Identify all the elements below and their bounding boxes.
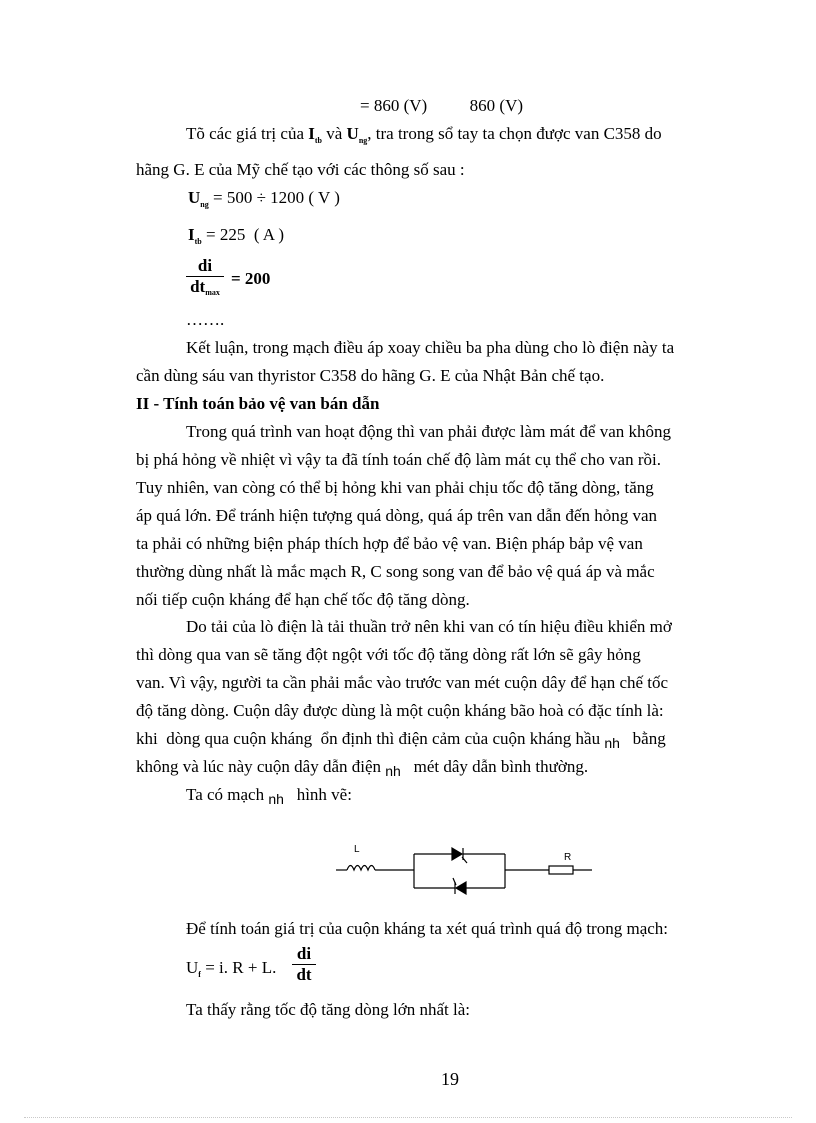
paragraph-line: áp quá lớn. Để tránh hiện tượng quá dòng, quá áp trên van dẫn đến hỏng van [136, 506, 657, 525]
text: không và lúc này cuộn dây dẫn điện [136, 757, 386, 776]
paragraph-line: van. Vì vậy, người ta cần phải mắc vào trước van mét cuộn dây để hạn chế tốc [136, 673, 669, 692]
conclusion-line: Kết luận, trong mạch điều áp xoay chiều ba pha dùng cho lò điện này ta [186, 338, 675, 357]
value: = 225 ( A ) [201, 225, 285, 244]
text: Tõ các giá trị của [186, 124, 309, 143]
paragraph-line: thì dòng qua van sẽ tăng đột ngột với tốc độ tăng dòng rất lớn sẽ gây hỏng [136, 645, 641, 664]
text: và [322, 124, 347, 143]
section-heading: II - Tính toán bảo vệ van bán dẫn [136, 394, 380, 413]
label-r: R [564, 852, 572, 863]
value: = 500 ÷ 1200 ( V ) [208, 188, 340, 207]
symbol-u: U [186, 958, 199, 977]
page-number: 19 [441, 1069, 459, 1089]
paragraph-line: Trong quá trình van hoạt động thì van phải được làm mát để van không [186, 422, 671, 441]
thyristor-reverse [456, 882, 466, 894]
text: Ta có mạch [186, 785, 269, 804]
symbol-sub: ng [358, 136, 368, 145]
circuit-intro [186, 784, 352, 806]
paragraph-line: Ta thấy rằng tốc độ tăng dòng lớn nhất là: [186, 1000, 470, 1019]
symbol-sub: tb [314, 136, 322, 145]
paragraph-line [136, 756, 588, 778]
paragraph-line: Để tính toán giá trị của cuộn kháng ta xét quá trình quá độ trong mạch: [186, 919, 669, 938]
resistor [549, 866, 573, 874]
text: khi dòng qua cuộn kháng ổn định thì điện cảm của cuộn kháng hầu [136, 729, 605, 748]
paragraph-line: ta phải có những biện pháp thích hợp để bảo vệ van. Biện pháp bảp vệ van [136, 534, 643, 553]
text: mét dây dẫn bình thường. [400, 757, 589, 776]
circuit-diagram [0, 838, 816, 908]
symbol-sub: f [198, 970, 201, 979]
denominator [186, 276, 224, 303]
paragraph-line [186, 123, 662, 152]
ellipsis: ……. [186, 310, 225, 329]
denominator: dt [292, 964, 316, 985]
symbol-u: U [188, 188, 201, 207]
formula-text: = 860 (V) 860 (V) [360, 96, 524, 115]
equation-lhs [186, 957, 276, 986]
paragraph-line: thường dùng nhất là mắc mạch R, C song song van để bảo vệ quá áp và mắc [136, 562, 655, 581]
numerator: di [296, 944, 312, 963]
spec-current [188, 224, 284, 253]
text: , tra trong sổ tay ta chọn được van C358 do [367, 124, 662, 143]
equation-fraction [292, 944, 316, 985]
text: hình vẽ: [283, 785, 352, 804]
symbol-i: I [308, 124, 315, 143]
rate-value: = 200 [231, 269, 271, 288]
paragraph-line: nối tiếp cuộn kháng để hạn chế tốc độ tăng dòng. [136, 590, 470, 609]
label-l: L [354, 844, 360, 855]
inductor [347, 866, 375, 871]
nh-artifact: nh [385, 763, 401, 779]
symbol-i: I [188, 225, 195, 244]
paragraph-line: hãng G. E của Mỹ chế tạo với các thông số sau : [136, 160, 465, 179]
thyristor-forward [452, 848, 462, 860]
paragraph-line: độ tăng dòng. Cuộn dây được dùng là một cuộn kháng bão hoà có đặc tính là: [136, 701, 664, 720]
dt-text: dt [190, 277, 206, 296]
di-dt-fraction [186, 256, 224, 303]
text: bằng [619, 729, 666, 748]
conclusion-line: cần dùng sáu van thyristor C358 do hãng G. E của Nhật Bản chế tạo. [136, 366, 605, 385]
paragraph-line: Tuy nhiên, van còng có thể bị hỏng khi van phải chịu tốc độ tăng dòng, tăng [136, 478, 654, 497]
formula-line [360, 95, 523, 117]
paragraph-line [136, 728, 666, 750]
paragraph-line: Do tải của lò điện là tải thuần trở nên khi van có tín hiệu điều khiển mở [186, 617, 672, 636]
symbol-u: U [346, 124, 359, 143]
dt-sub: max [205, 288, 220, 297]
numerator: di [197, 256, 213, 275]
equation-rhs: = i. R + L. [200, 958, 277, 977]
page-border-dotted [24, 1117, 792, 1118]
nh-artifact: nh [268, 791, 284, 807]
paragraph-line: bị phá hỏng về nhiệt vì vậy ta đã tính toán chế độ làm mát cụ thể cho van rồi. [136, 450, 661, 469]
symbol-sub: ng [200, 200, 209, 209]
spec-voltage [188, 187, 340, 216]
nh-artifact: nh [604, 735, 620, 751]
symbol-sub: tb [194, 237, 202, 246]
